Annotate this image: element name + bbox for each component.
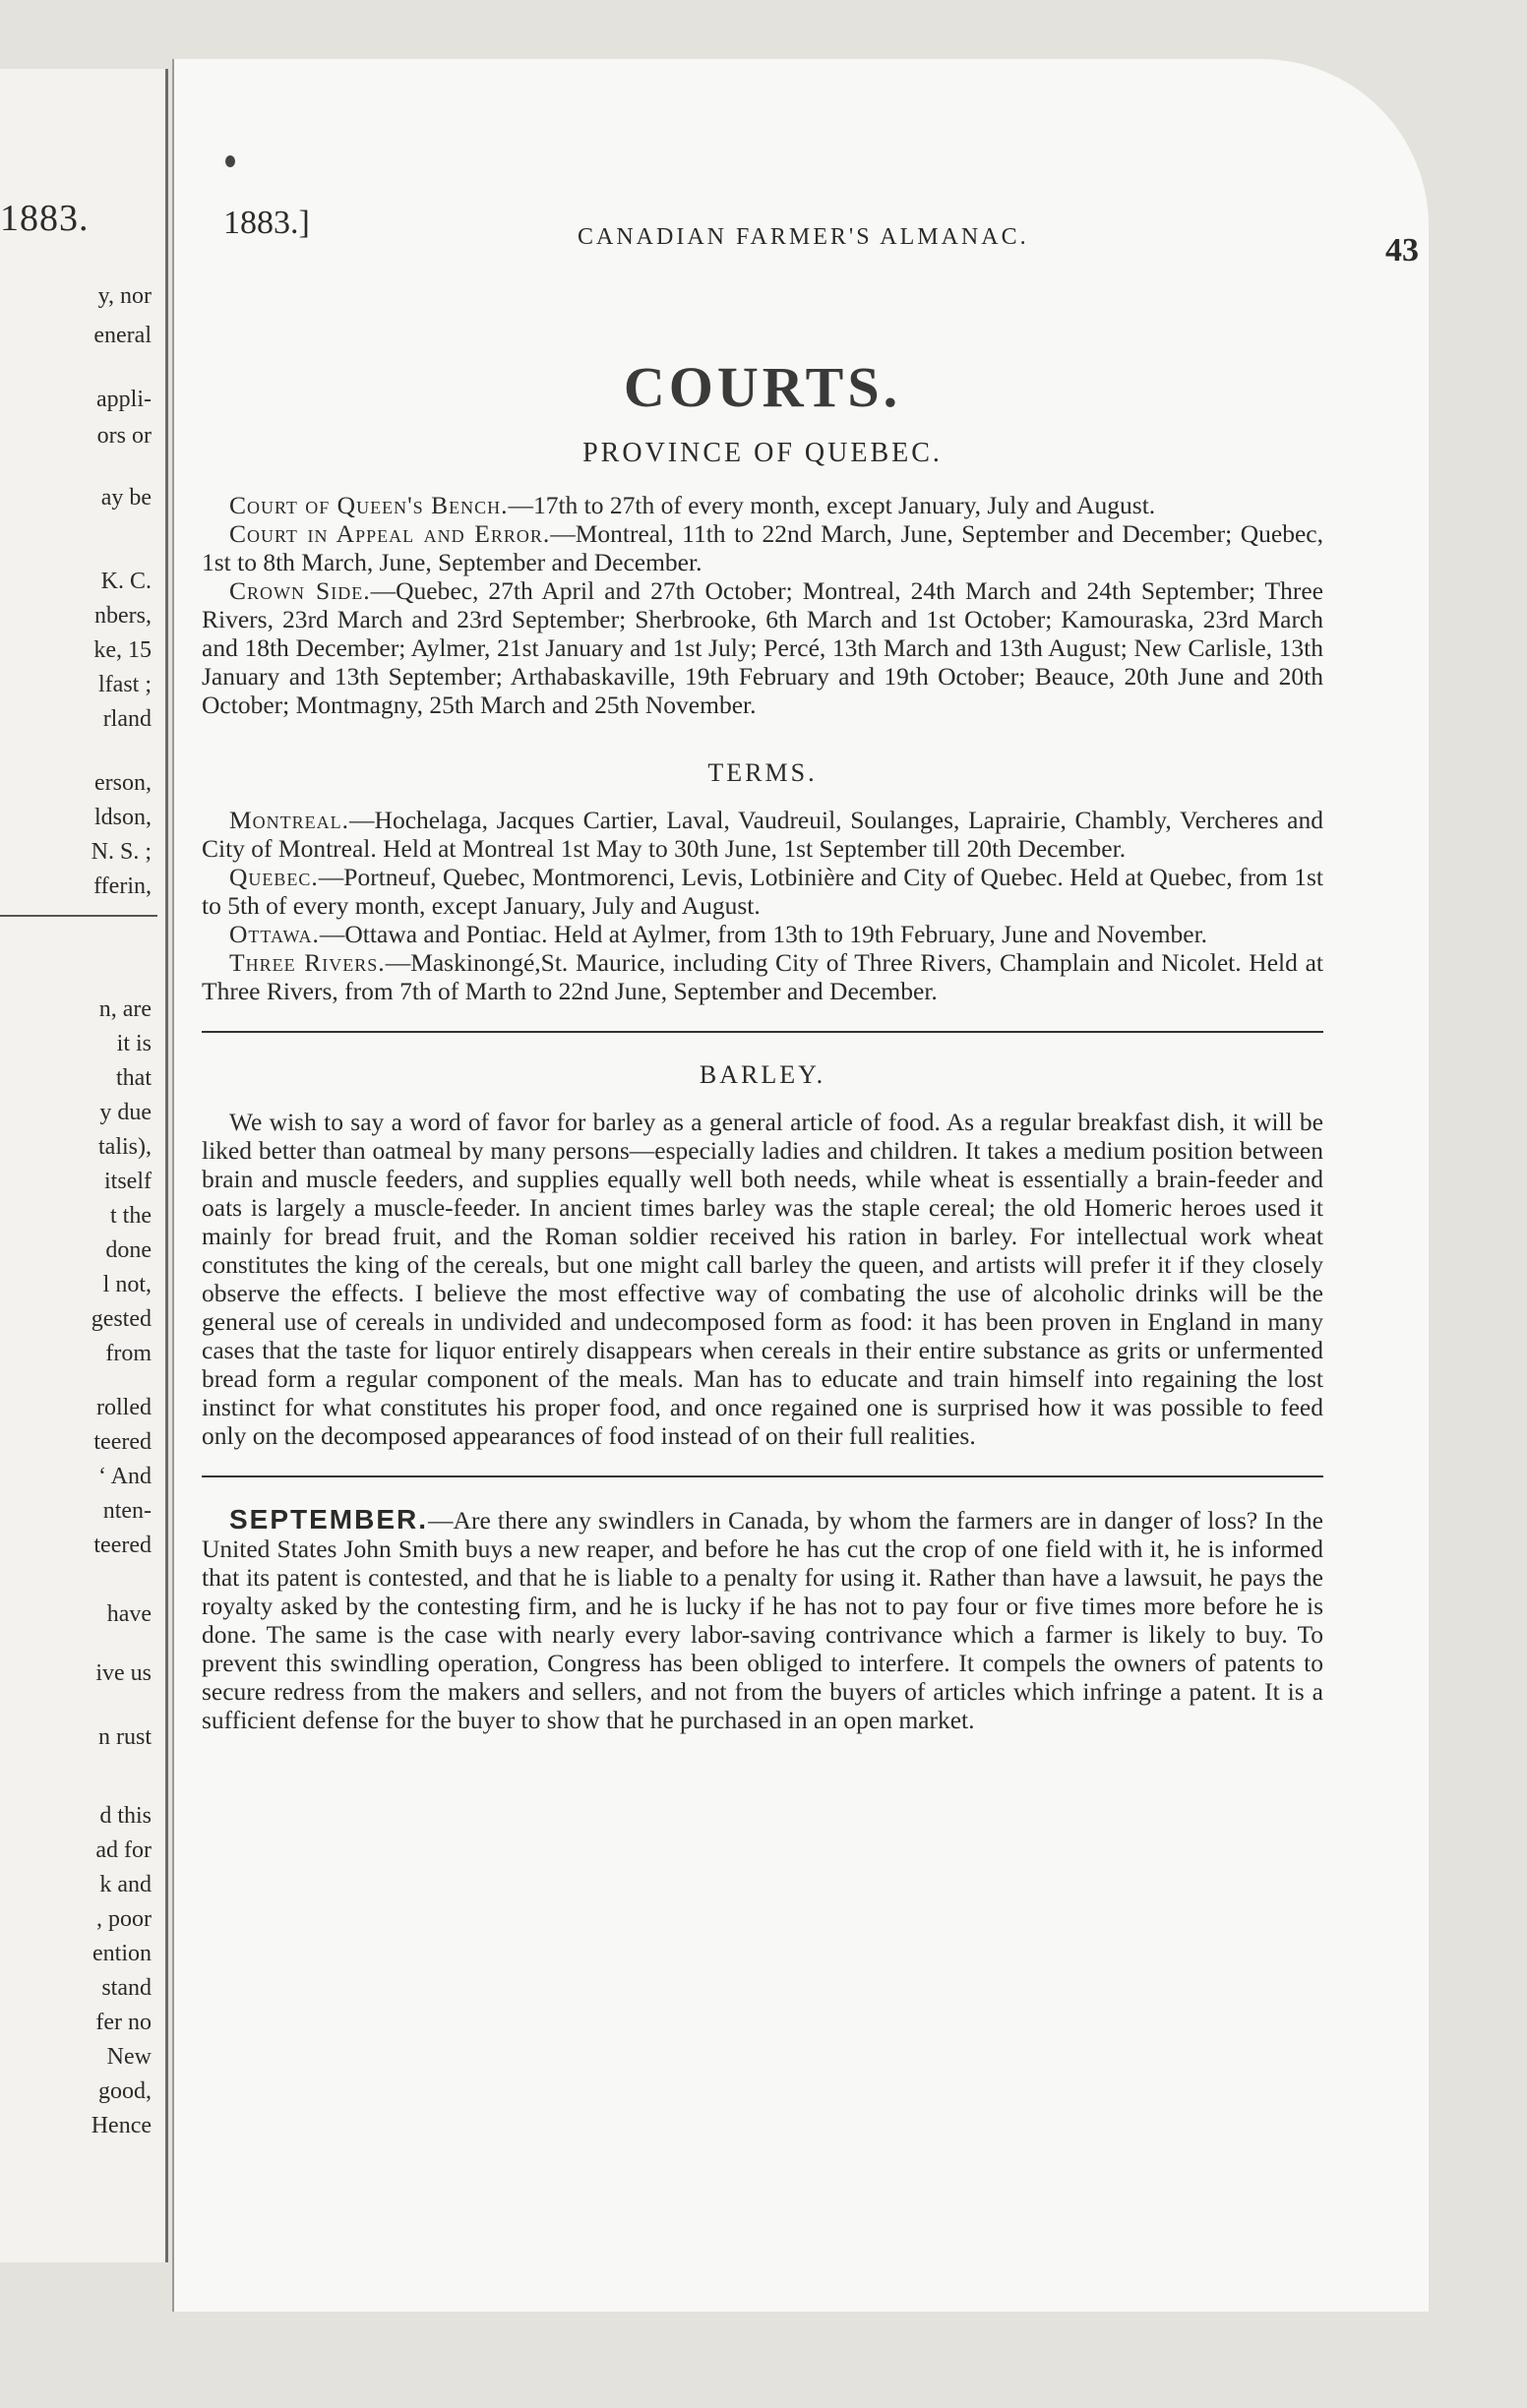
left-page-fragment: , poor [96, 1906, 152, 1932]
september-label: SEPTEMBER. [229, 1504, 429, 1535]
left-page-fragment: ive us [95, 1660, 152, 1686]
left-page-fragment: from [105, 1341, 152, 1366]
quebec-paragraph [202, 863, 1323, 920]
barley-title: BARLEY. [699, 1060, 826, 1089]
montreal-text: —Hochelaga, Jacques Cartier, Laval, Vaudreuil, Soulanges, Laprairie, Chambly, Vercheres and City of Montreal. Held at Montreal 1st May to 30th June, 1st September till 20th December. [202, 806, 1323, 863]
barley-paragraph: We wish to say a word of favor for barley as a general article of food. As a regular breakfast dish, it will be liked better than oatmeal by many persons—especially ladies and children. It takes a medium position between brain and muscle feeders, and supplies equally well both needs, while wheat is essentially a brain-feeder and oats is largely a muscle-feeder. In ancient times barley was the staple cereal; the old Homeric heroes used it mainly for bread fruit, and the Roman soldier received his ration in barley. For intellectual work wheat constitutes the king of the cereals, but one might call barley the queen, and artists will prefer it if they closely observe the effects. I believe the most effective way of combating the use of alcoholic drinks will be the general use of cereals in undivided and undecomposed form as food: it has been proven in England in many cases that the taste for liquor entirely disappears when cereals in their entire substance as grits or unfermented bread form a regular component of the meals. Man has to educate and train himself into regaining the lost instinct for what constitutes his proper food, and once regained one is surprised how it was possible to feed only on the decomposed appearances of food instead of on their full realities. [202, 1108, 1323, 1450]
left-page-fragment: good, [98, 2078, 152, 2104]
section-divider [202, 1475, 1323, 1477]
left-page-year: 1883. [0, 198, 90, 239]
section-divider [202, 1031, 1323, 1033]
left-page-fragment: have [106, 1601, 152, 1627]
left-page-fragment: lfast ; [98, 672, 152, 697]
queens-bench-label: Court of Queen's Bench. [229, 491, 509, 519]
september-paragraph [202, 1505, 1323, 1734]
left-page-fragment: ldson, [93, 805, 152, 830]
montreal-label: Montreal. [229, 806, 350, 834]
courts-title: COURTS. [623, 355, 902, 419]
left-page-fragment: erson, [94, 770, 152, 796]
queens-bench-paragraph [202, 491, 1323, 519]
left-page-fragment: it is [116, 1031, 152, 1056]
appeal-paragraph [202, 519, 1323, 576]
page-content [202, 354, 1323, 1734]
three-rivers-label: Three Rivers. [229, 948, 386, 977]
left-page-fragment: ke, 15 [93, 637, 152, 663]
crown-side-text: —Quebec, 27th April and 27th October; Montreal, 24th March and 24th September; Three Rivers, 23rd March and 23rd September; Sherbrooke, 6th March and 1st October; Kamouraska, 23rd March and 18th December; Aylmer, 21st January and 1st July; Percé, 13th March and 13th August; New Carlisle, 13th January and 13th September; Arthabaskaville, 19th February and 19th October; Beauce, 20th June and 20th October; Montmagny, 25th March and 25th November. [202, 576, 1324, 719]
left-page-fragment: teered [93, 1533, 152, 1558]
left-page-fragment: Hence [91, 2113, 152, 2138]
crown-side-label: Crown Side. [229, 576, 371, 605]
left-page-fragment: ay be [100, 485, 152, 511]
queens-bench-text: —17th to 27th of every month, except January, July and August. [508, 491, 1156, 519]
left-page-fragment: itself [104, 1169, 152, 1194]
running-head [223, 205, 1419, 269]
left-page-fragment: ention [92, 1941, 152, 1966]
left-page-fragment: ‘ And [98, 1464, 152, 1489]
ottawa-text: —Ottawa and Pontiac. Held at Aylmer, from 13th to 19th February, June and November. [319, 920, 1208, 948]
left-page-fragment: fferin, [93, 873, 152, 899]
left-page-fragment: appli- [96, 387, 152, 412]
terms-title: TERMS. [707, 758, 818, 787]
left-page-fragment: k and [99, 1872, 152, 1897]
ottawa-label: Ottawa. [229, 920, 320, 948]
left-page-fragment: nten- [102, 1498, 152, 1524]
header-title: CANADIAN FARMER'S ALMANAC. [578, 224, 1029, 250]
left-page-fragment: n rust [98, 1724, 152, 1750]
left-page-fragment: teered [93, 1429, 152, 1455]
almanac-page [172, 59, 1429, 2312]
print-speck [225, 155, 235, 167]
september-text: —Are there any swindlers in Canada, by whom the farmers are in danger of loss? In the United States John Smith buys a new reaper, and before he has cut the crop of one field with it, he is informed that its patent is contested, and that he is liable to a penalty for using it. Rather than have a lawsuit, he pays the royalty asked by the contesting firm, and he is lucky if he has not to pay four or five times more before he is done. The same is the case with nearly every labor-saving contrivance which a farmer is likely to buy. To prevent this swindling operation, Congress has been obliged to interfere. It compels the owners of patents to secure redress from the makers and sellers, and not from the buyers of articles which infringe a patent. It is a sufficient defense for the buyer to show that he purchased in an open market. [202, 1506, 1323, 1734]
three-rivers-paragraph [202, 948, 1323, 1005]
left-page-fragment: l not, [102, 1272, 152, 1297]
quebec-text: —Portneuf, Quebec, Montmorenci, Levis, Lotbinière and City of Quebec. Held at Quebec, from 1st to 5th of every month, except January, July and August. [202, 863, 1323, 920]
crown-side-paragraph [202, 576, 1323, 719]
left-page-fragment: rolled [96, 1395, 152, 1420]
quebec-label: Quebec. [229, 863, 319, 891]
left-page-fragment: ad for [95, 1837, 152, 1863]
left-page-fragment: that [116, 1065, 152, 1091]
previous-page-fragment [0, 69, 168, 2262]
left-page-fragment: ors or [96, 423, 152, 449]
left-page-fragment: fer no [95, 2010, 152, 2035]
left-page-fragment: N. S. ; [91, 839, 152, 865]
left-page-fragment: stand [101, 1975, 152, 2001]
left-page-fragment: t the [110, 1203, 152, 1229]
left-page-fragment: K. C. [100, 569, 152, 594]
left-page-fragment: New [106, 2044, 152, 2070]
ottawa-paragraph [202, 920, 1323, 948]
left-page-fragment: talis), [98, 1134, 152, 1160]
left-page-rule [0, 915, 157, 917]
appeal-label: Court in Appeal and Error. [229, 519, 551, 548]
header-year: 1883.] [223, 205, 310, 241]
left-page-fragment: nbers, [94, 603, 152, 629]
left-page-fragment: y due [99, 1100, 152, 1125]
left-page-fragment: n, are [98, 996, 152, 1022]
left-page-fragment: rland [102, 706, 152, 732]
courts-subtitle: PROVINCE OF QUEBEC. [582, 438, 943, 468]
page-number: 43 [1385, 232, 1419, 269]
left-page-fragment: gested [91, 1306, 152, 1332]
montreal-paragraph [202, 806, 1323, 863]
left-page-fragment: done [105, 1237, 152, 1263]
appeal-text: —Montreal, 11th to 22nd March, June, September and December; Quebec, 1st to 8th March, June, September and December. [202, 519, 1323, 576]
left-page-fragment: d this [99, 1803, 152, 1829]
left-page-fragment: y, nor [97, 283, 152, 309]
left-page-fragment: eneral [93, 323, 152, 348]
three-rivers-text: —Maskinongé,St. Maurice, including City of Three Rivers, Champlain and Nicolet. Held at Three Rivers, from 7th of Marth to 22nd June, September and December. [202, 948, 1323, 1005]
